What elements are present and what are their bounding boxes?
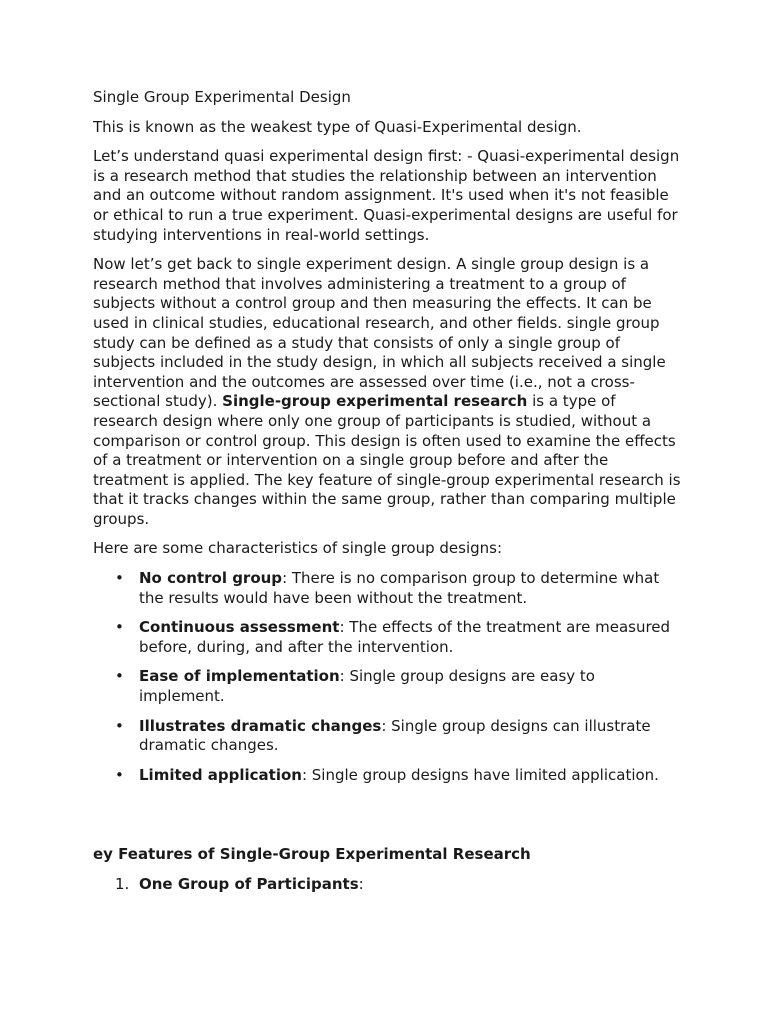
bullet-icon: • [115,716,124,735]
list-item-term: Limited application [139,765,302,784]
list-item-number: 1. [115,875,130,893]
list-item [93,717,683,756]
list-item [93,875,683,895]
list-item [93,667,683,706]
characteristics-list [93,569,683,785]
list-item-term: One Group of Participants [139,875,359,893]
list-item-term: Continuous assessment [139,618,340,637]
features-heading: ey Features of Single-Group Experimental Research [93,845,531,864]
features-list [93,875,683,895]
single-group-paragraph-text: Now let’s get back to single experiment design. A single group design is a research method that involves administering a treatment to a group of subjects without a control group and then measuring the effects. It can be used in clinical studies, educational research, and other fields. single group study can be defined as a study that consists of only a single group of subjects included in the study design, in which all subjects received a single intervention and the outcomes are assessed over time (i.e., not a cross-sectional study). [93,255,666,411]
list-item [93,618,683,657]
list-item-term: Illustrates dramatic changes [139,716,382,735]
document-page [93,88,683,905]
list-item [93,766,683,786]
document-title: Single Group Experimental Design [93,88,351,106]
list-item-term: Ease of implementation [139,667,340,686]
list-item [93,569,683,608]
list-item-text: : Single group designs can illustrate dramatic changes. [139,716,651,755]
bullet-icon: • [115,765,124,784]
list-item-term: No control group [139,569,283,588]
bullet-icon: • [115,569,124,588]
single-group-paragraph [93,255,683,529]
single-group-bold-term: Single-group experimental research [222,392,528,411]
list-item-text: : Single group designs have limited application. [301,765,659,784]
list-item-text: : There is no comparison group to determine what the results would have been without the treatment. [139,569,660,607]
bullet-icon: • [115,618,124,637]
characteristics-intro: Here are some characteristics of single group designs: [93,539,503,558]
list-item-text: : [358,875,364,893]
bullet-icon: • [115,667,124,686]
list-item-text: : Single group designs are easy to implement. [139,667,595,706]
quasi-experimental-paragraph: Let’s understand quasi experimental design first: - Quasi-experimental design is a research method that studies the relationship between an intervention and an outcome without random assignment. It's used when it's not feasible or ethical to run a true experiment. Quasi-experimental designs are useful for studying interventions in real-world settings. [93,147,680,244]
intro-paragraph: This is known as the weakest type of Quasi-Experimental design. [93,117,582,136]
single-group-paragraph-text-end: is a type of research design where only one group of participants is studied, without a comparison or control group. This design is often used to examine the effects of a treatment or intervention on a single group before and after the treatment is applied. The key feature of single-group experimental research is that it tracks changes within the same group, rather than comparing multiple groups. [93,392,681,528]
list-item-text: : The effects of the treatment are measured before, during, and after the intervention. [139,618,671,656]
blank-space [93,795,683,845]
